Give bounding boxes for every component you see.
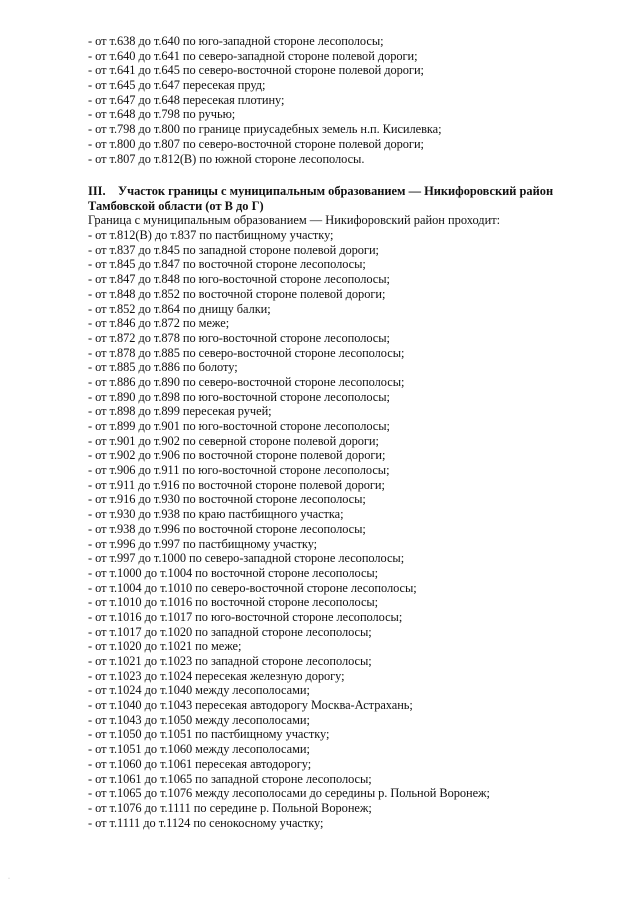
list-item: - от т.1065 до т.1076 между лесополосами до середины р. Польной Воронеж; [88,786,490,801]
list-item: - от т.1040 до т.1043 пересекая автодорогу Москва-Астрахань; [88,698,413,713]
section-title-line1: Участок границы с муниципальным образованием — Никифоровский район [118,184,554,198]
list-item: - от т.916 до т.930 по восточной стороне лесополосы; [88,492,366,507]
list-item: - от т.890 до т.898 по юго-восточной стороне лесополосы; [88,389,390,404]
list-item: - от т.878 до т.885 по северо-восточной стороне лесополосы; [88,345,405,360]
list-item: - от т.845 до т.847 по восточной стороне лесополосы; [88,257,366,272]
list-item: - от т.899 до т.901 по юго-восточной стороне лесополосы; [88,419,390,434]
section-heading [88,184,618,199]
list-item: - от т.852 до т.864 по днищу балки; [88,301,271,316]
boundary-list-part-a [88,34,618,166]
section-number: III. [88,184,106,198]
scan-mark: · [8,876,10,882]
list-item: - от т.1076 до т.1111 по середине р. Польной Воронеж; [88,800,372,815]
section-title-line2: Тамбовской области (от В до Г) [88,198,264,213]
list-item: - от т.901 до т.902 по северной стороне полевой дороги; [88,433,379,448]
list-item: - от т.1010 до т.1016 по восточной стороне лесополосы; [88,595,379,610]
list-item: - от т.1021 до т.1023 по западной стороне лесополосы; [88,654,372,669]
list-item: - от т.848 до т.852 по восточной стороне полевой дороги; [88,286,386,301]
list-item: - от т.885 до т.886 по болоту; [88,360,238,375]
list-item: - от т.1060 до т.1061 пересекая автодорогу; [88,756,312,771]
list-item: - от т.872 до т.878 по юго-восточной стороне лесополосы; [88,330,390,345]
list-item: - от т.996 до т.997 по пастбищному участку; [88,536,318,551]
list-item: - от т.1051 до т.1060 между лесополосами; [88,742,310,757]
list-item: - от т.898 до т.899 пересекая ручей; [88,404,272,419]
list-item: - от т.1111 до т.1124 по сенокосному участку; [88,815,324,830]
list-item: - от т.1000 до т.1004 по восточной стороне лесополосы; [88,565,379,580]
list-item: - от т.906 до т.911 по юго-восточной стороне лесополосы; [88,463,390,478]
list-item: - от т.1043 до т.1050 между лесополосами; [88,712,310,727]
list-item: - от т.1017 до т.1020 по западной стороне лесополосы; [88,624,372,639]
list-item: - от т.1050 до т.1051 по пастбищному участку; [88,727,330,742]
list-item: - от т.997 до т.1000 по северо-западной стороне лесополосы; [88,551,405,566]
list-item: - от т.1020 до т.1021 по меже; [88,639,242,654]
list-item: - от т.930 до т.938 по краю пастбищного участка; [88,507,344,522]
list-item: - от т.638 до т.640 по юго-западной стороне лесополосы; [88,34,384,48]
section-intro: Граница с муниципальным образованием — Никифоровский район проходит: [88,213,501,228]
list-item: - от т.1023 до т.1024 пересекая железную дорогу; [88,668,345,683]
list-item: - от т.641 до т.645 по северо-восточной стороне полевой дороги; [88,63,424,78]
list-item: - от т.846 до т.872 по меже; [88,316,230,331]
list-item: - от т.800 до т.807 по северо-восточной стороне полевой дороги; [88,136,424,151]
list-item: - от т.645 до т.647 пересекая пруд; [88,78,266,93]
list-item: - от т.1004 до т.1010 по северо-восточной стороне лесополосы; [88,580,417,595]
list-item: - от т.640 до т.641 по северо-западной стороне полевой дороги; [88,48,418,63]
list-item: - от т.1016 до т.1017 по юго-восточной стороне лесополосы; [88,609,403,624]
list-item: - от т.938 до т.996 по восточной стороне лесополосы; [88,521,366,536]
list-item: - от т.812(В) до т.837 по пастбищному участку; [88,228,334,243]
list-item: - от т.847 до т.848 по юго-восточной стороне лесополосы; [88,272,390,287]
section-iii [88,184,618,830]
list-item: - от т.837 до т.845 по западной стороне полевой дороги; [88,242,379,257]
list-item: - от т.1024 до т.1040 между лесополосами; [88,683,310,698]
list-item: - от т.911 до т.916 по восточной стороне полевой дороги; [88,477,385,492]
boundary-list-part-b [88,228,618,830]
list-item: - от т.807 до т.812(В) по южной стороне лесополосы. [88,151,365,166]
list-item: - от т.798 до т.800 по границе приусадебных земель н.п. Кисилевка; [88,122,442,137]
list-item: - от т.647 до т.648 пересекая плотину; [88,92,285,107]
list-item: - от т.902 до т.906 по восточной стороне полевой дороги; [88,448,386,463]
list-item: - от т.648 до т.798 по ручью; [88,107,236,122]
list-item: - от т.886 до т.890 по северо-восточной стороне лесополосы; [88,374,405,389]
list-item: - от т.1061 до т.1065 по западной стороне лесополосы; [88,771,372,786]
